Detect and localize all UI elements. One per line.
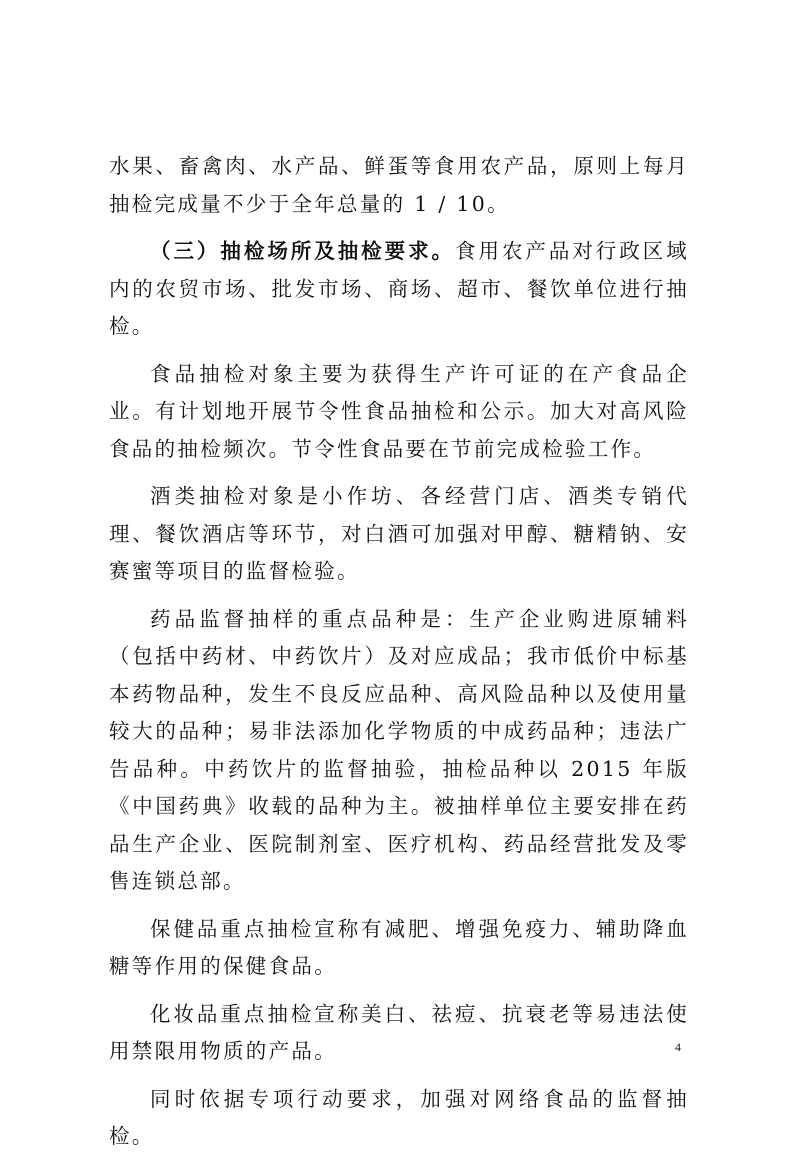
paragraph-liquor-inspection bbox=[109, 478, 689, 591]
paragraph-continuation bbox=[109, 148, 689, 223]
paragraph-text: 酒类抽检对象是小作坊、各经营门店、酒类专销代理、餐饮酒店等环节，对白酒可加强对甲醇、糖精钠、安赛蜜等项目的监督检验。 bbox=[109, 484, 689, 583]
paragraph-text: 同时依据专项行动要求，加强对网络食品的监督抽检。 bbox=[109, 1086, 689, 1148]
paragraph-text: 化妆品重点抽检宣称美白、祛痘、抗衰老等易违法使用禁限用物质的产品。 bbox=[109, 1001, 689, 1063]
paragraph-drug-sampling bbox=[109, 601, 689, 901]
document-body bbox=[109, 148, 689, 1166]
paragraph-food-inspection bbox=[109, 356, 689, 469]
paragraph-text: 食品抽检对象主要为获得生产许可证的在产食品企业。有计划地开展节令性食品抽检和公示。加大对高风险食品的抽检频次。节令性食品要在节前完成检验工作。 bbox=[109, 361, 689, 461]
paragraph-text: 药品监督抽样的重点品种是：生产企业购进原辅料（包括中药材、中药饮片）及对应成品；我市低价中标基本药物品种，发生不良反应品种、高风险品种以及使用量较大的品种；易非法添加化学物质的中成药品种；违法广告品种。中药饮片的监督抽验，抽检品种以 2015 年版《中国药典》收载的品种为主。被抽样单位主要安排在药品生产企业、医院制剂室、医疗机构、药品经营批发及零售连锁总部。 bbox=[109, 606, 689, 893]
paragraph-text: 保健品重点抽检宣称有减肥、增强免疫力、辅助降血糖等作用的保健食品。 bbox=[109, 916, 689, 978]
paragraph-text: 食用农产品对行政区域内的农贸市场、批发市场、商场、超市、餐饮单位进行抽检。 bbox=[109, 239, 690, 338]
section-heading-inline: （三）抽检场所及抽检要求。 bbox=[150, 239, 456, 263]
page-number: 4 bbox=[675, 1040, 681, 1054]
paragraph-text: 水果、畜禽肉、水产品、鲜蛋等食用农产品，原则上每月抽检完成量不少于全年总量的 1 / 10。 bbox=[109, 154, 689, 216]
paragraph-online-food bbox=[109, 1081, 689, 1156]
paragraph-health-products bbox=[109, 911, 689, 986]
paragraph-cosmetics bbox=[109, 996, 689, 1071]
paragraph-inspection-sites bbox=[109, 233, 689, 346]
